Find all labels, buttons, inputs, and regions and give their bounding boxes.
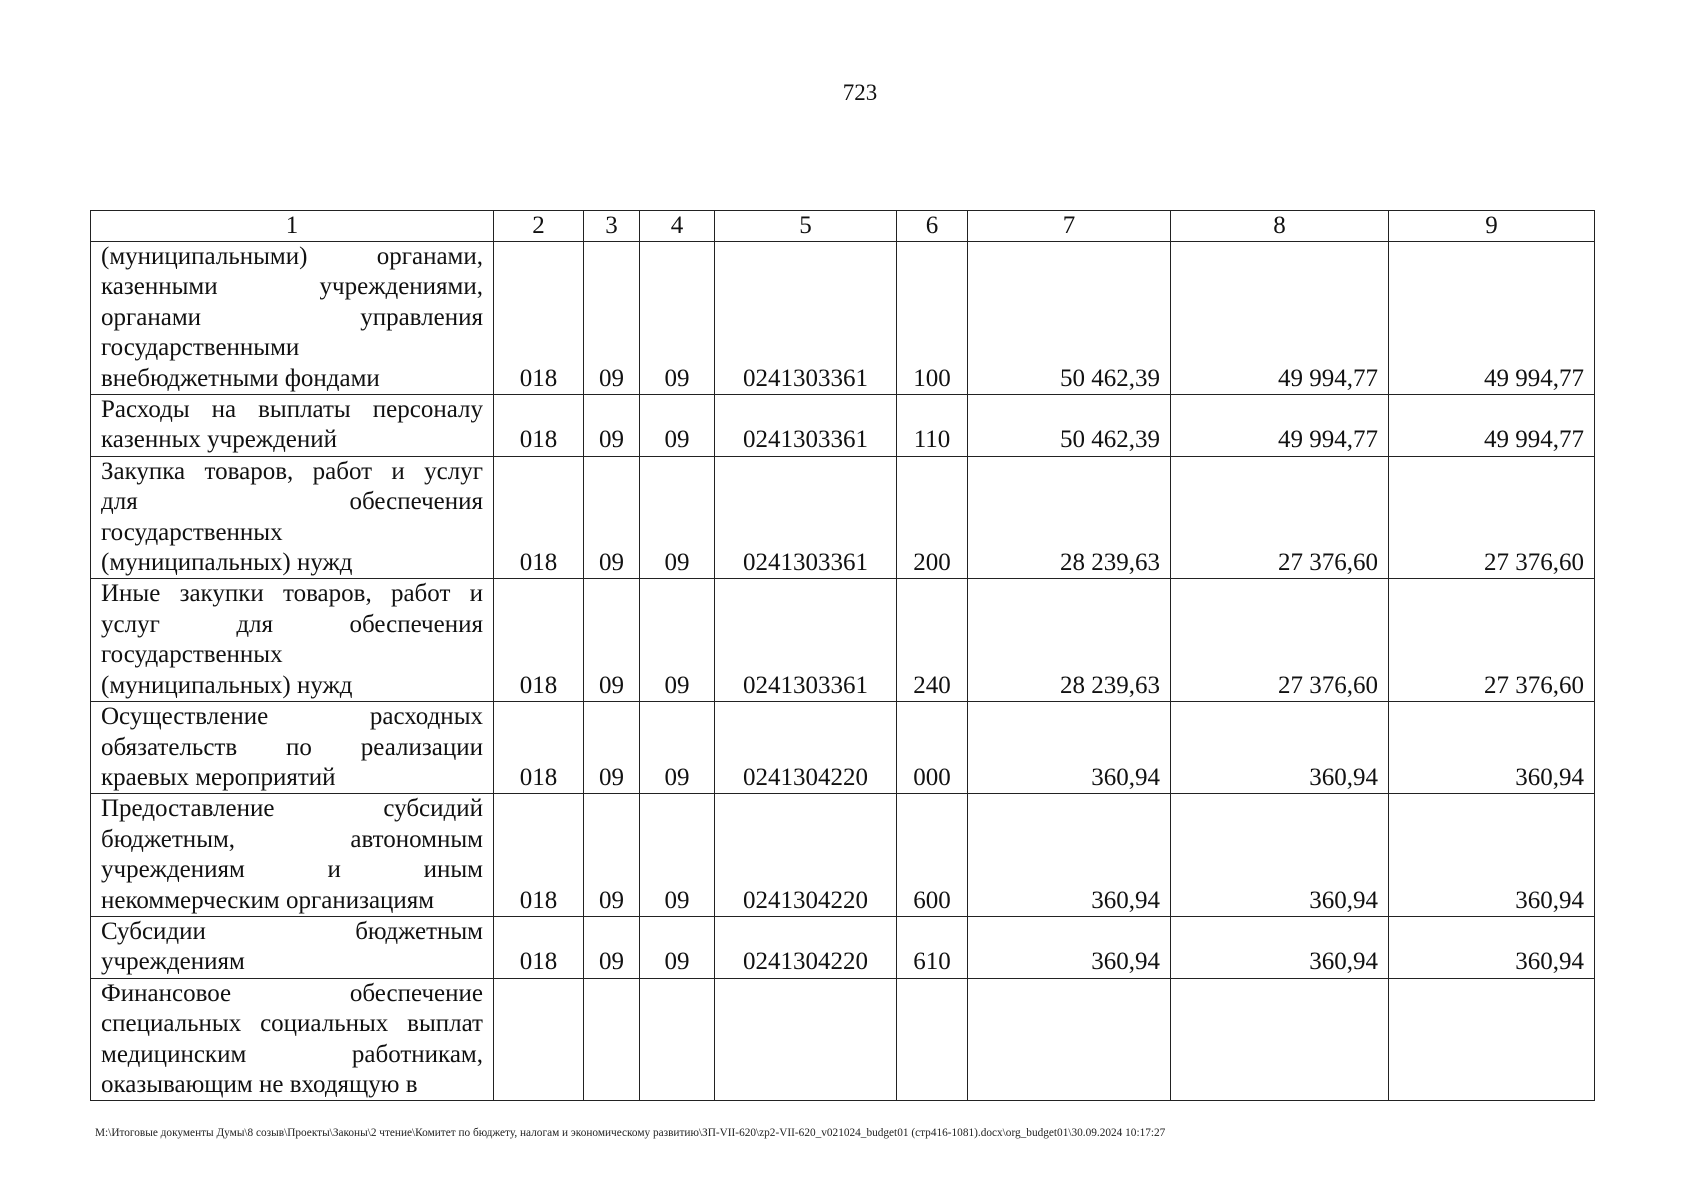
amount-2025-cell: 49 994,77 — [1171, 395, 1389, 457]
row-name-line: бюджетным, автономным — [101, 825, 483, 853]
expense-type-cell: 100 — [897, 242, 968, 395]
row-name-line: Субсидии бюджетным — [101, 917, 483, 945]
row-name-cell — [91, 579, 494, 702]
table-row — [91, 579, 1595, 702]
subsection-code-cell: 09 — [640, 794, 715, 917]
amount-2024-cell: 50 462,39 — [968, 395, 1171, 457]
target-article-cell: 0241303361 — [715, 579, 897, 702]
subsection-code-cell: 09 — [640, 702, 715, 794]
subsection-code-cell: 09 — [640, 916, 715, 978]
row-name-line: государственными — [101, 334, 300, 362]
amount-2025-cell: 360,94 — [1171, 702, 1389, 794]
expense-type-cell: 200 — [897, 456, 968, 579]
subsection-code-cell — [640, 978, 715, 1101]
table-row — [91, 456, 1595, 579]
subsection-code-cell: 09 — [640, 242, 715, 395]
budget-code-cell: 018 — [494, 794, 584, 917]
row-name-line: внебюджетными фондами — [101, 364, 380, 392]
row-name-line: казенных учреждений — [101, 426, 338, 454]
section-code-cell: 09 — [584, 579, 640, 702]
amount-2025-cell: 360,94 — [1171, 794, 1389, 917]
row-name-cell — [91, 702, 494, 794]
table-row — [91, 916, 1595, 978]
amount-2026-cell: 27 376,60 — [1389, 579, 1595, 702]
row-name-line: (муниципальными) органами, — [101, 243, 483, 270]
row-name-line: учреждениям и иным — [101, 856, 483, 884]
row-name-line: услуг для обеспечения — [101, 610, 483, 638]
row-name-line: Иные закупки товаров, работ и — [101, 580, 483, 608]
amount-2025-cell: 360,94 — [1171, 916, 1389, 978]
row-name-line: краевых мероприятий — [101, 763, 336, 791]
subsection-code-cell: 09 — [640, 579, 715, 702]
row-name-line: Финансовое обеспечение — [101, 979, 483, 1007]
target-article-cell: 0241304220 — [715, 794, 897, 917]
amount-2024-cell: 360,94 — [968, 916, 1171, 978]
document-path-footer: M:\Итоговые документы Думы\8 созыв\Проекты\Законы\2 чтение\Комитет по бюджету, налогам и экономическому развитию\ЗП-VII-620\zp2-VII-620_v021024_budget01 (стр416-1081).docx\org_budget01\30.09.2024 10:17:27 — [95, 1127, 1166, 1139]
table-row — [91, 395, 1595, 457]
row-name-line: (муниципальных) нужд — [101, 671, 353, 699]
section-code-cell — [584, 978, 640, 1101]
amount-2026-cell: 360,94 — [1389, 916, 1595, 978]
row-name-line: медицинским работникам, — [101, 1040, 483, 1068]
target-article-cell: 0241303361 — [715, 242, 897, 395]
row-name-cell — [91, 395, 494, 457]
expense-type-cell: 110 — [897, 395, 968, 457]
row-name-line: Осуществление расходных — [101, 703, 483, 731]
row-name-cell — [91, 916, 494, 978]
amount-2024-cell — [968, 978, 1171, 1101]
amount-2026-cell: 49 994,77 — [1389, 395, 1595, 457]
amount-2026-cell: 49 994,77 — [1389, 242, 1595, 395]
expense-type-cell: 000 — [897, 702, 968, 794]
budget-code-cell: 018 — [494, 456, 584, 579]
amount-2026-cell: 360,94 — [1389, 794, 1595, 917]
table-row — [91, 794, 1595, 917]
row-name-line: казенными учреждениями, — [101, 273, 483, 301]
header-cell: 2 — [494, 211, 584, 242]
row-name-line: оказывающим не входящую в — [101, 1070, 418, 1098]
table-body — [91, 242, 1595, 1101]
row-name-cell — [91, 456, 494, 579]
row-name-line: учреждениям — [101, 948, 245, 976]
table-row — [91, 978, 1595, 1101]
amount-2026-cell: 360,94 — [1389, 702, 1595, 794]
row-name-cell — [91, 794, 494, 917]
subsection-code-cell: 09 — [640, 456, 715, 579]
target-article-cell: 0241303361 — [715, 395, 897, 457]
row-name-cell — [91, 242, 494, 395]
target-article-cell — [715, 978, 897, 1101]
row-name-cell — [91, 978, 494, 1101]
budget-code-cell: 018 — [494, 579, 584, 702]
table-row — [91, 702, 1595, 794]
header-cell: 9 — [1389, 211, 1595, 242]
header-cell: 5 — [715, 211, 897, 242]
amount-2026-cell — [1389, 978, 1595, 1101]
row-name-line: Закупка товаров, работ и услуг — [101, 457, 483, 485]
budget-code-cell — [494, 978, 584, 1101]
expense-type-cell: 610 — [897, 916, 968, 978]
amount-2025-cell: 27 376,60 — [1171, 456, 1389, 579]
row-name-line: государственных — [101, 641, 283, 669]
amount-2024-cell: 360,94 — [968, 702, 1171, 794]
header-cell: 8 — [1171, 211, 1389, 242]
section-code-cell: 09 — [584, 395, 640, 457]
budget-table — [90, 210, 1595, 1101]
amount-2024-cell: 360,94 — [968, 794, 1171, 917]
budget-code-cell: 018 — [494, 916, 584, 978]
header-cell: 6 — [897, 211, 968, 242]
section-code-cell: 09 — [584, 702, 640, 794]
header-cell: 3 — [584, 211, 640, 242]
budget-code-cell: 018 — [494, 242, 584, 395]
section-code-cell: 09 — [584, 456, 640, 579]
budget-code-cell: 018 — [494, 395, 584, 457]
amount-2025-cell: 49 994,77 — [1171, 242, 1389, 395]
target-article-cell: 0241304220 — [715, 916, 897, 978]
header-cell: 1 — [91, 211, 494, 242]
row-name-line: (муниципальных) нужд — [101, 549, 353, 577]
expense-type-cell: 240 — [897, 579, 968, 702]
amount-2024-cell: 28 239,63 — [968, 579, 1171, 702]
row-name-line: обязательств по реализации — [101, 733, 483, 761]
expense-type-cell — [897, 978, 968, 1101]
row-name-line: Расходы на выплаты персоналу — [101, 396, 483, 424]
target-article-cell: 0241304220 — [715, 702, 897, 794]
page-number: 723 — [842, 80, 878, 105]
subsection-code-cell: 09 — [640, 395, 715, 457]
amount-2025-cell: 27 376,60 — [1171, 579, 1389, 702]
row-name-line: специальных социальных выплат — [101, 1010, 483, 1038]
table-row — [91, 242, 1595, 395]
row-name-line: для обеспечения — [101, 488, 483, 516]
header-cell: 4 — [640, 211, 715, 242]
amount-2024-cell: 50 462,39 — [968, 242, 1171, 395]
section-code-cell: 09 — [584, 794, 640, 917]
amount-2024-cell: 28 239,63 — [968, 456, 1171, 579]
row-name-line: органами управления — [101, 303, 483, 331]
table-header — [91, 211, 1595, 242]
row-name-line: некоммерческим организациям — [101, 886, 435, 914]
section-code-cell: 09 — [584, 916, 640, 978]
expense-type-cell: 600 — [897, 794, 968, 917]
section-code-cell: 09 — [584, 242, 640, 395]
header-row — [91, 211, 1595, 242]
row-name-line: государственных — [101, 518, 283, 546]
budget-code-cell: 018 — [494, 702, 584, 794]
amount-2025-cell — [1171, 978, 1389, 1101]
header-cell: 7 — [968, 211, 1171, 242]
row-name-line: Предоставление субсидий — [101, 795, 483, 823]
target-article-cell: 0241303361 — [715, 456, 897, 579]
amount-2026-cell: 27 376,60 — [1389, 456, 1595, 579]
